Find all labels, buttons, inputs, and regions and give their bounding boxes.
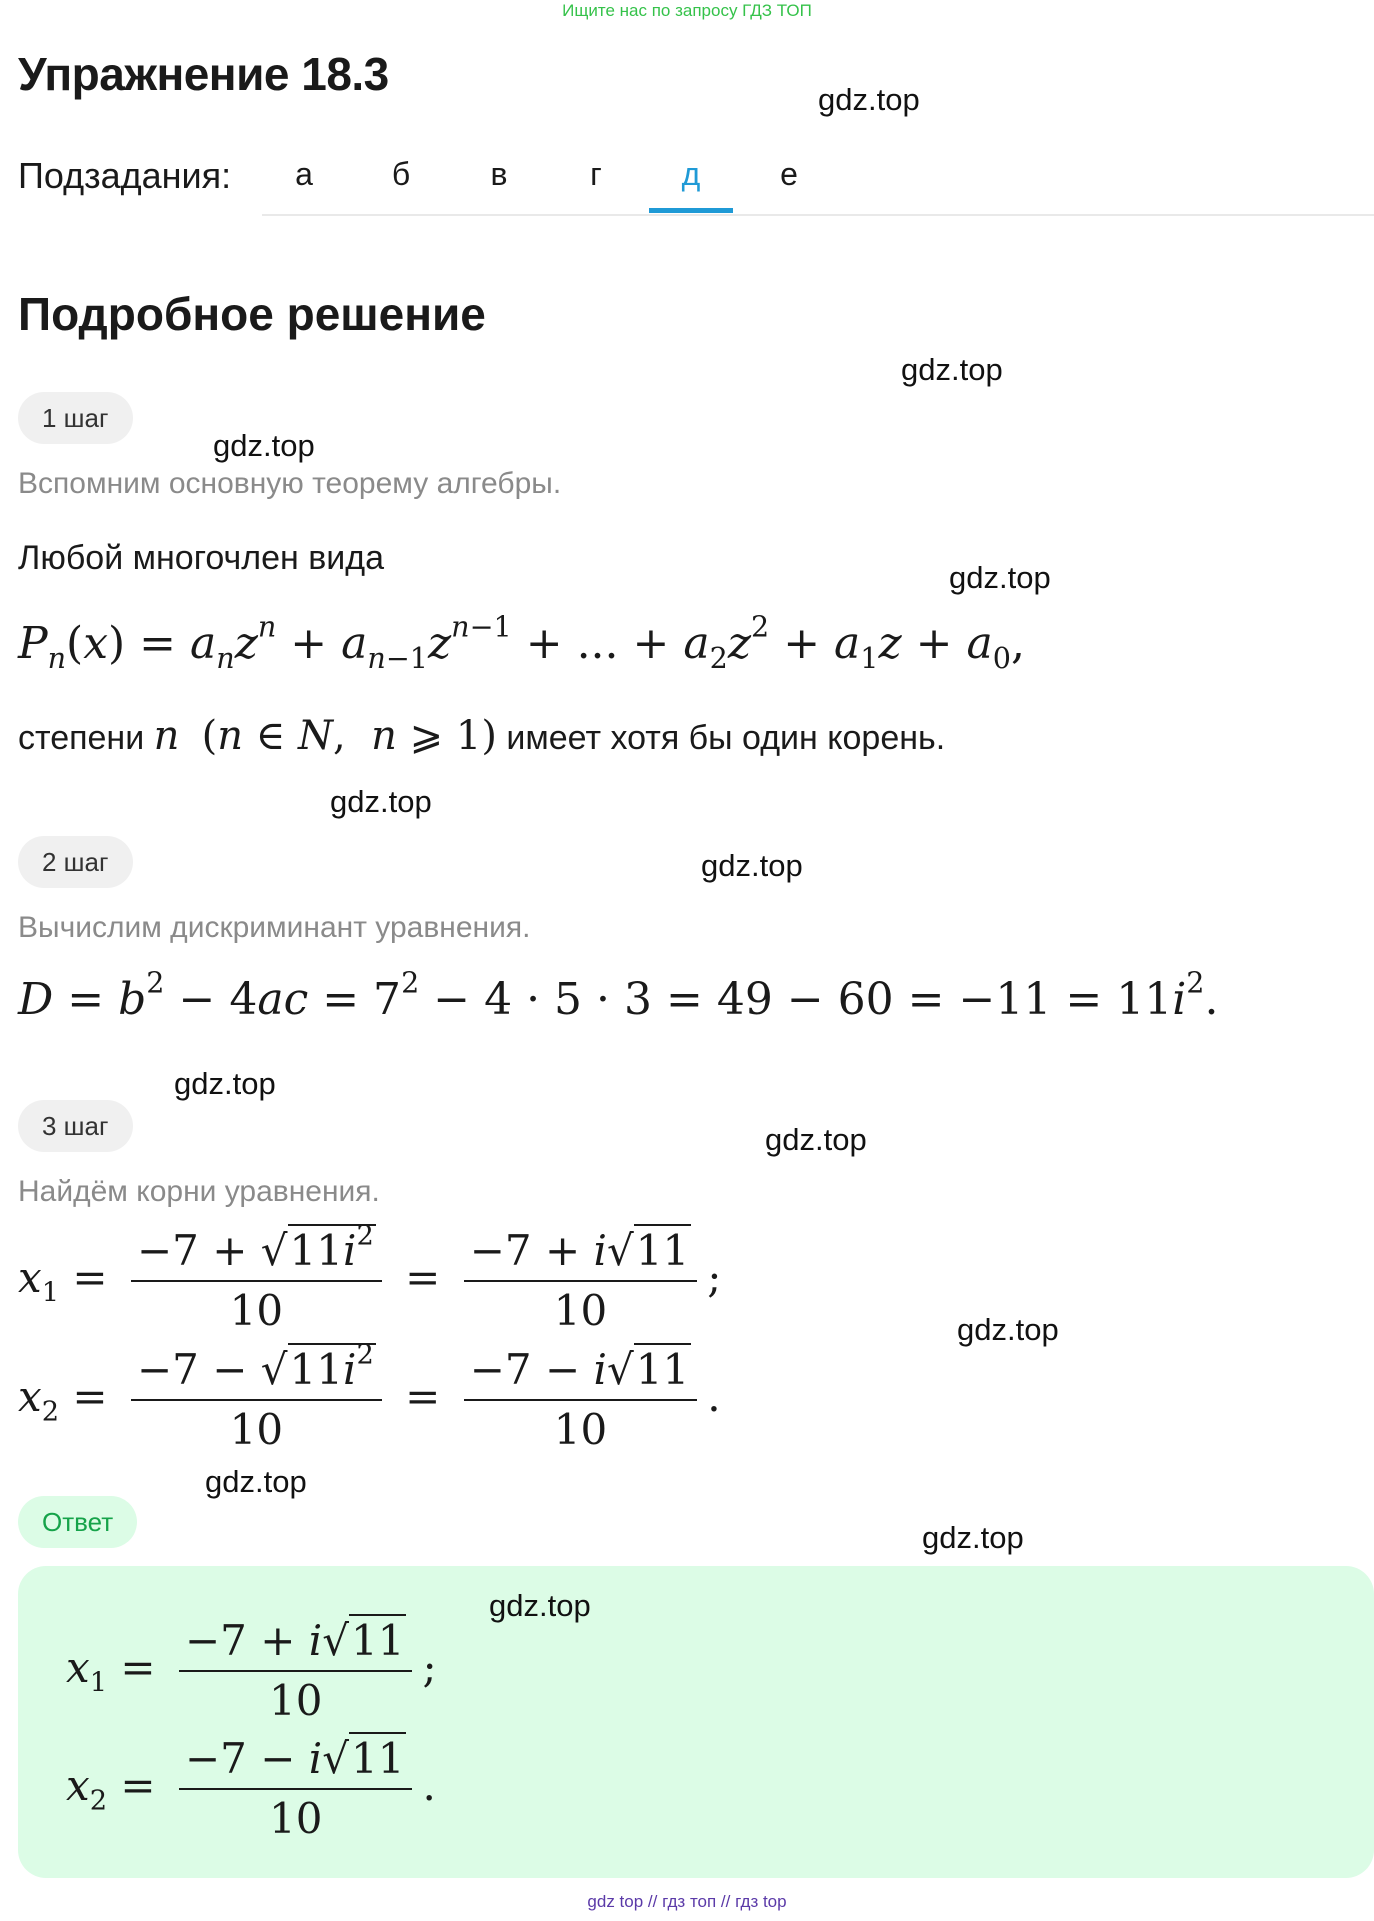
page-title: Упражнение 18.3 xyxy=(18,48,389,100)
fraction: $\frac{-7 + i√11}{10}$ xyxy=(179,1616,412,1726)
watermark: gdz.top xyxy=(205,1464,307,1499)
watermark: gdz.top xyxy=(489,1588,591,1623)
top-banner: Ищите нас по запросу ГДЗ ТОП xyxy=(562,1,812,20)
step-description-2: Вычислим дискриминант уравнения. xyxy=(18,911,531,944)
watermark: gdz.top xyxy=(174,1066,276,1101)
answer-x1-formula: $x_1$ = $\frac{-7 + i√11}{10}$ ; xyxy=(66,1616,437,1725)
tab-e[interactable]: е xyxy=(780,156,798,192)
degree-line: степени n (n ∈ N, n ⩾ 1) имеет хотя бы один корень. xyxy=(18,713,946,759)
step-badge-2: 2 шаг xyxy=(18,836,133,888)
fraction: $\frac{-7 + i√11}{10}$ xyxy=(464,1226,697,1336)
root-x1-formula: $x_1$ = $\frac{-7 + √11i^2}{10}$ = $\frac{-7 + i√11}{10}$ ; xyxy=(18,1220,722,1335)
step-description-1: Вспомним основную теорему алгебры. xyxy=(18,467,562,500)
watermark: gdz.top xyxy=(701,848,803,883)
watermark: gdz.top xyxy=(213,428,315,463)
subtask-tabs xyxy=(262,152,1374,216)
root-x2-formula: $x_2$ = $\frac{-7 - √11i^2}{10}$ = $\frac{-7 - i√11}{10}$ . xyxy=(18,1339,721,1454)
step-badge-1: 1 шаг xyxy=(18,392,133,444)
subtasks-label: Подзадания: xyxy=(18,155,232,196)
footer: gdz top // гдз топ // гдз top xyxy=(587,1892,787,1911)
answer-box xyxy=(18,1566,1374,1878)
degree-prefix: степени xyxy=(18,719,145,757)
discriminant-formula: $D = b^2 - 4ac = 7^2 - 4 \cdot 5 \cdot 3 = 49 - 60 = -11 = 11i^2$. xyxy=(18,965,1219,1025)
fraction: $\frac{-7 - i√11}{10}$ xyxy=(464,1345,697,1455)
fraction: $\frac{-7 + √11i^2}{10}$ xyxy=(131,1226,382,1336)
step-description-3: Найдём корни уравнения. xyxy=(18,1175,380,1208)
tab-g[interactable]: г xyxy=(590,156,602,192)
tab-b[interactable]: б xyxy=(391,156,411,192)
section-title: Подробное решение xyxy=(18,288,486,340)
tab-d-active[interactable]: д xyxy=(649,152,733,213)
formula-tail: , xyxy=(1010,618,1025,669)
step-text-1: Любой многочлен вида xyxy=(18,539,384,577)
fraction: $\frac{-7 - i√11}{10}$ xyxy=(179,1734,412,1844)
tab-a[interactable]: а xyxy=(295,156,313,192)
watermark: gdz.top xyxy=(949,560,1051,595)
tab-v[interactable]: в xyxy=(490,156,508,192)
watermark: gdz.top xyxy=(922,1520,1024,1555)
watermark: gdz.top xyxy=(957,1312,1059,1347)
watermark: gdz.top xyxy=(765,1122,867,1157)
answer-x2-formula: $x_2$ = $\frac{-7 - i√11}{10}$ . xyxy=(66,1734,436,1843)
step-badge-3: 3 шаг xyxy=(18,1100,133,1152)
watermark: gdz.top xyxy=(330,784,432,819)
watermark: gdz.top xyxy=(818,82,920,117)
answer-badge: Ответ xyxy=(18,1496,137,1548)
watermark: gdz.top xyxy=(901,352,1003,387)
polynomial-formula: $P_n(x) = a_nz^n + a_{n-1}z^{n-1}$ + ... + $a_2z^2 + a_1z + a_0$, xyxy=(18,609,1025,675)
degree-suffix: имеет хотя бы один корень. xyxy=(506,719,946,757)
fraction: $\frac{-7 - √11i^2}{10}$ xyxy=(131,1345,382,1455)
